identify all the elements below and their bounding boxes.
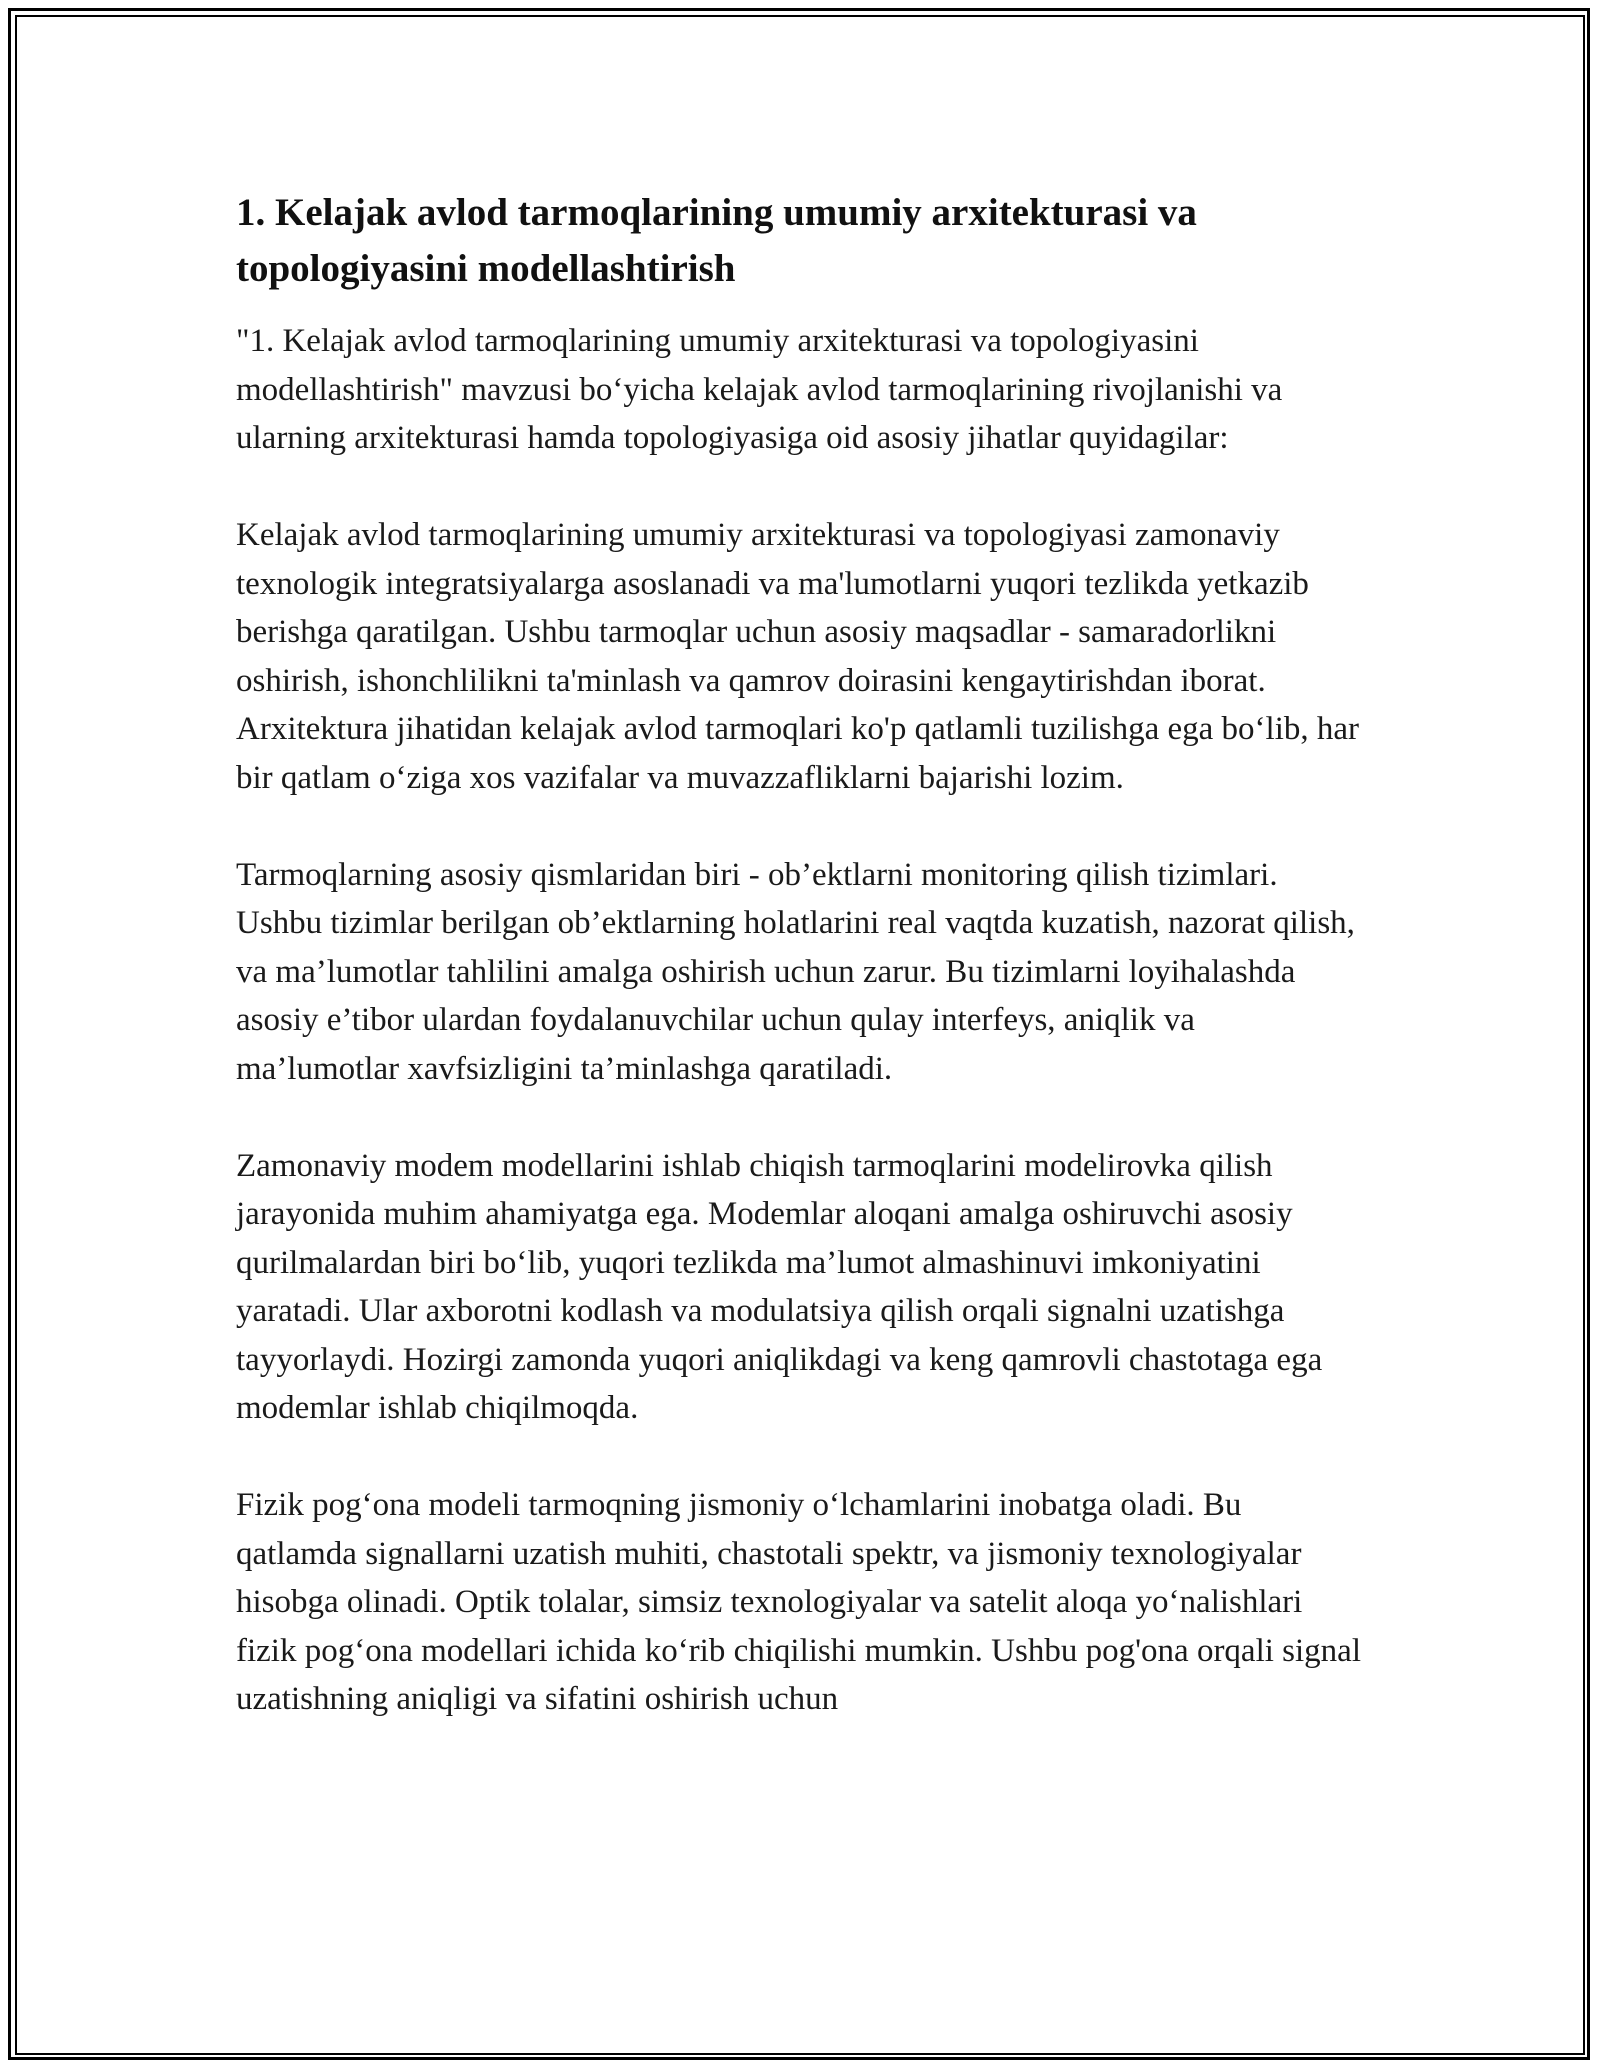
paragraph-architecture: Kelajak avlod tarmoqlarining umumiy arxitekturasi va topologiyasi zamonaviy texnologik integratsiyalarga asoslanadi va ma'lumotlarni yuqori tezlikda yetkazib berishga qaratilgan. Ushbu tarmoqlar uchun asosiy maqsadlar - samaradorlikni oshirish, ishonchlilikni ta'minlash va qamrov doirasini kengaytirishdan iborat. Arxitektura jihatidan kelajak avlod tarmoqlari ko'p qatlamli tuzilishga ega bo‘lib, har bir qatlam o‘ziga xos vazifalar va muvazzafliklarni bajarishi lozim. bbox=[236, 517, 1360, 796]
paragraph-intro: "1. Kelajak avlod tarmoqlarining umumiy arxitekturasi va topologiyasini modellashtirish" mavzusi bo‘yicha kelajak avlod tarmoqlarining rivojlanishi va ularning arxitekturasi hamda topologiyasiga oid asosiy jihatlar quyidagilar: bbox=[236, 323, 1283, 456]
document-title: 1. Kelajak avlod tarmoqlarining umumiy arxitekturasi va topologiyasini modellashtirish bbox=[236, 191, 1197, 290]
paragraph-monitoring: Tarmoqlarning asosiy qismlaridan biri - ob’ektlarni monitoring qilish tizimlari. Ushbu tizimlar berilgan ob’ektlarning holatlarini real vaqtda kuzatish, nazorat qilish, va ma’lumotlar tahlilini amalga oshirish uchun zarur. Bu tizimlarni loyihalashda asosiy e’tibor ulardan foydalanuvchilar uchun qulay interfeys, aniqlik va ma’lumotlar xavfsizligini ta’minlashga qaratiladi. bbox=[236, 856, 1355, 1087]
paragraph-physical-layer: Fizik pog‘ona modeli tarmoqning jismoniy o‘lchamlarini inobatga oladi. Bu qatlamda signallarni uzatish muhiti, chastotali spektr, va jismoniy texnologiyalar hisobga olinadi. Optik tolalar, simsiz texnologiyalar va satelit aloqa yo‘nalishlari fizik pog‘ona modellari ichida ko‘rib chiqilishi mumkin. Ushbu pog'ona orqali signal uzatishning aniqligi va sifatini oshirish uchun bbox=[236, 1487, 1361, 1717]
paragraph-modem: Zamonaviy modem modellarini ishlab chiqish tarmoqlarini modelirovka qilish jarayonida muhim ahamiyatga ega. Modemlar aloqani amalga oshiruvchi asosiy qurilmalardan biri bo‘lib, yuqori tezlikda ma’lumot almashinuvi imkoniyatini yaratadi. Ular axborotni kodlash va modulatsiya qilish orqali signalni uzatishga tayyorlaydi. Hozirgi zamonda yuqori aniqlikdagi va keng qamrovli chastotaga ega modemlar ishlab chiqilmoqda. bbox=[236, 1147, 1323, 1426]
document-body bbox=[236, 185, 1366, 1772]
